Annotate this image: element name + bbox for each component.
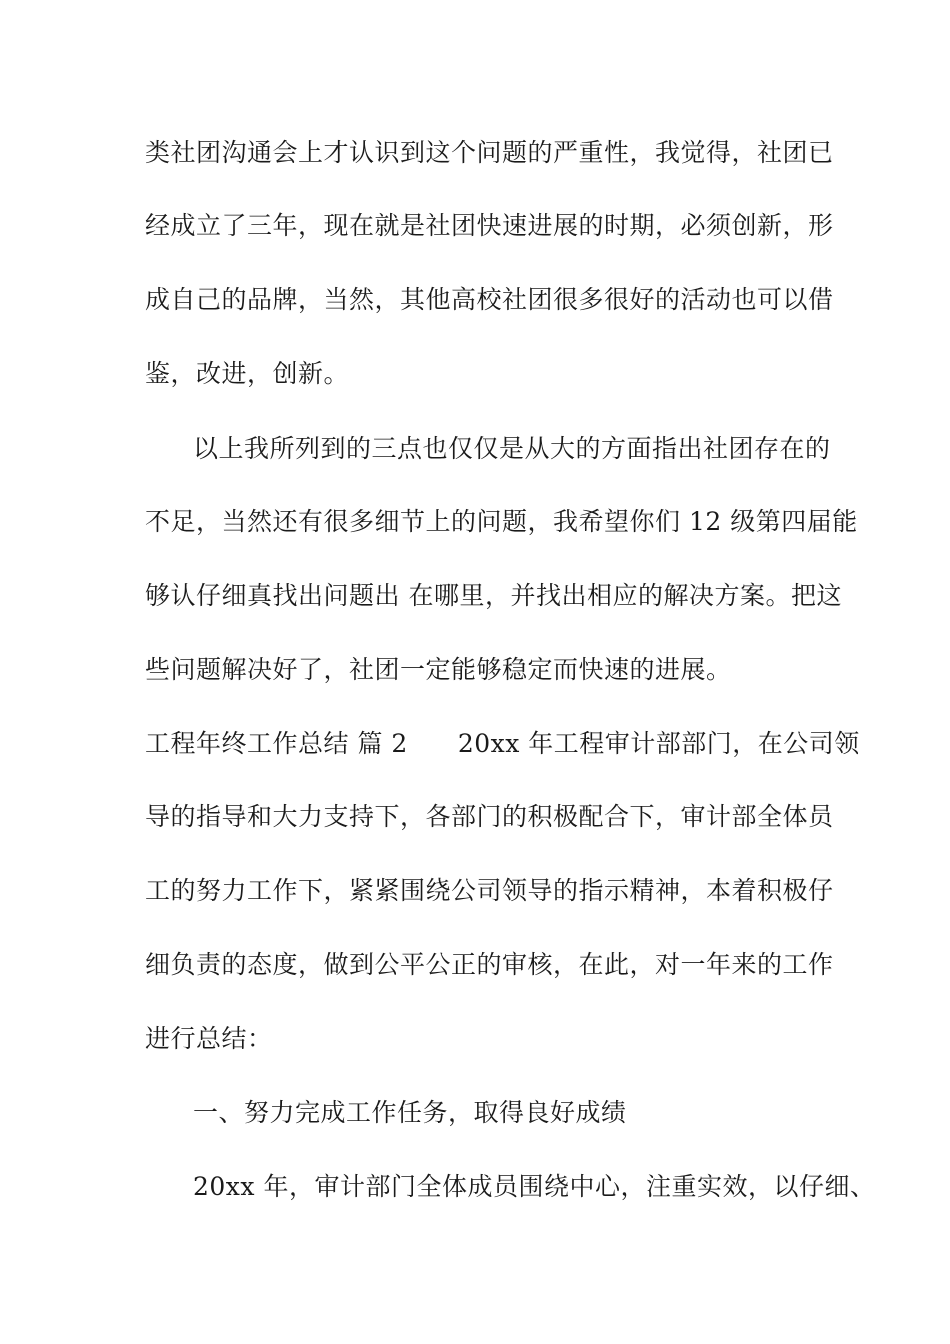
subheading: 一、努力完成工作任务，取得良好成绩	[193, 1098, 627, 1127]
text-line: 成自己的品牌，当然，其他高校社团很多很好的活动也可以借	[145, 285, 834, 314]
section-heading: 工程年终工作总结 篇 2	[145, 729, 408, 758]
paragraph-first-line: 以上我所列到的三点也仅仅是从大的方面指出社团存在的	[193, 434, 831, 463]
text-line: 导的指导和大力支持下，各部门的积极配合下，审计部全体员	[145, 802, 834, 831]
text-line: 够认仔细真找出问题出 在哪里，并找出相应的解决方案。把这	[145, 581, 842, 610]
section-heading-line	[145, 727, 860, 761]
text-line: 不足，当然还有很多细节上的问题，我希望你们 12 级第四届能	[145, 507, 858, 536]
text-line: 鉴，改进，创新。	[145, 359, 350, 388]
text-line: 进行总结：	[145, 1024, 273, 1053]
text-line: 细负责的态度，做到公平公正的审核，在此，对一年来的工作	[145, 950, 834, 979]
paragraph-first-line: 20xx 年，审计部门全体成员围绕中心，注重实效，以仔细、	[193, 1172, 876, 1201]
text-line: 类社团沟通会上才认识到这个问题的严重性，我觉得，社团已	[145, 138, 834, 167]
text-line: 经成立了三年，现在就是社团快速进展的时期，必须创新，形	[145, 211, 834, 240]
text-line: 些问题解决好了，社团一定能够稳定而快速的进展。	[145, 655, 732, 684]
section-intro: 20xx 年工程审计部部门，在公司领	[457, 729, 860, 758]
text-line: 工的努力工作下，紧紧围绕公司领导的指示精神，本着积极仔	[145, 876, 834, 905]
